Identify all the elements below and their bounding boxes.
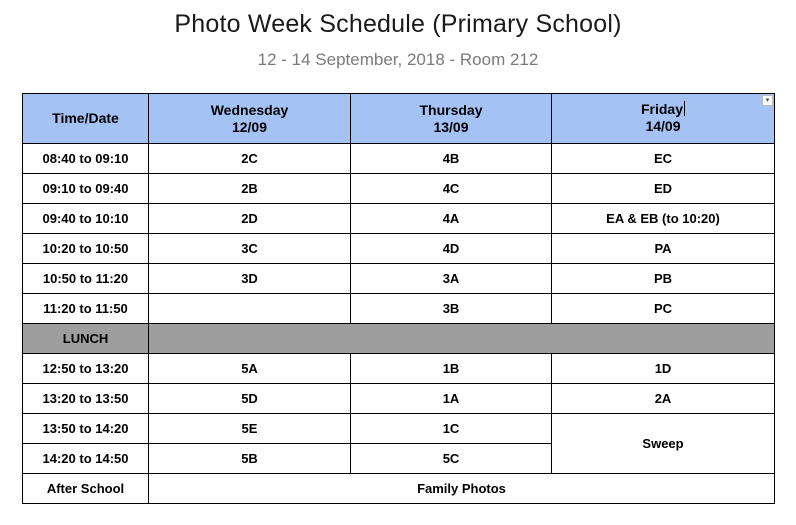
table-row [23, 174, 775, 204]
thursday-cell[interactable]: 4D [351, 234, 552, 264]
time-cell[interactable]: 14:20 to 14:50 [23, 444, 149, 474]
sweep-cell[interactable]: Sweep [552, 414, 775, 474]
time-cell[interactable]: 12:50 to 13:20 [23, 354, 149, 384]
page-title: Photo Week Schedule (Primary School) [174, 10, 622, 38]
wednesday-cell[interactable]: 5B [149, 444, 351, 474]
table-row [23, 144, 775, 174]
friday-cell[interactable]: EA & EB (to 10:20) [552, 204, 775, 234]
lunch-band[interactable] [149, 324, 775, 354]
wednesday-cell[interactable]: 5A [149, 354, 351, 384]
thursday-cell[interactable]: 5C [351, 444, 552, 474]
thursday-cell[interactable]: 1C [351, 414, 552, 444]
table-row [23, 234, 775, 264]
day-name: Friday [640, 101, 683, 117]
thursday-cell[interactable]: 1A [351, 384, 552, 414]
table-row [23, 414, 775, 444]
wednesday-cell[interactable]: 5D [149, 384, 351, 414]
day-name: Thursday [419, 101, 483, 118]
wednesday-cell[interactable]: 3C [149, 234, 351, 264]
thursday-cell[interactable]: 4C [351, 174, 552, 204]
day-date: 13/09 [433, 118, 469, 135]
wednesday-cell[interactable]: 2D [149, 204, 351, 234]
table-row [23, 294, 775, 324]
thursday-cell[interactable]: 4A [351, 204, 552, 234]
header-thursday[interactable] [351, 94, 552, 144]
friday-cell[interactable]: PB [552, 264, 775, 294]
text-cursor [684, 101, 685, 116]
time-cell[interactable]: 11:20 to 11:50 [23, 294, 149, 324]
column-menu-icon[interactable]: ▾ [762, 95, 773, 106]
header-time-label: Time/Date [52, 110, 119, 126]
wednesday-cell[interactable] [149, 294, 351, 324]
day-date: 12/09 [231, 118, 268, 135]
wednesday-cell[interactable]: 3D [149, 264, 351, 294]
friday-cell[interactable]: PA [552, 234, 775, 264]
lunch-label[interactable]: LUNCH [23, 324, 149, 354]
wednesday-cell[interactable]: 2B [149, 174, 351, 204]
friday-cell[interactable]: PC [552, 294, 775, 324]
after-school-row [23, 474, 775, 504]
thursday-cell[interactable]: 4B [351, 144, 552, 174]
thursday-cell[interactable]: 3B [351, 294, 552, 324]
header-friday[interactable] [552, 94, 775, 144]
day-name: Wednesday [210, 101, 289, 118]
friday-cell[interactable]: ED [552, 174, 775, 204]
page-subtitle: 12 - 14 September, 2018 - Room 212 [257, 50, 539, 69]
friday-cell[interactable]: EC [552, 144, 775, 174]
time-cell[interactable]: 10:20 to 10:50 [23, 234, 149, 264]
wednesday-cell[interactable]: 5E [149, 414, 351, 444]
time-cell[interactable]: 09:40 to 10:10 [23, 204, 149, 234]
time-cell[interactable]: 09:10 to 09:40 [23, 174, 149, 204]
header-time-date[interactable] [23, 94, 149, 144]
table-row [23, 204, 775, 234]
time-cell[interactable]: 13:20 to 13:50 [23, 384, 149, 414]
family-photos-cell[interactable]: Family Photos [149, 474, 775, 504]
header-wednesday[interactable] [149, 94, 351, 144]
thursday-cell[interactable]: 3A [351, 264, 552, 294]
time-cell[interactable]: 10:50 to 11:20 [23, 264, 149, 294]
friday-cell[interactable]: 2A [552, 384, 775, 414]
thursday-cell[interactable]: 1B [351, 354, 552, 384]
after-school-label[interactable]: After School [23, 474, 149, 504]
friday-cell[interactable]: 1D [552, 354, 775, 384]
table-row [23, 354, 775, 384]
schedule-table [22, 93, 775, 504]
table-row [23, 384, 775, 414]
time-cell[interactable]: 08:40 to 09:10 [23, 144, 149, 174]
time-cell[interactable]: 13:50 to 14:20 [23, 414, 149, 444]
day-date: 14/09 [645, 118, 681, 134]
wednesday-cell[interactable]: 2C [149, 144, 351, 174]
header-row [23, 94, 775, 144]
table-row [23, 264, 775, 294]
lunch-row [23, 324, 775, 354]
